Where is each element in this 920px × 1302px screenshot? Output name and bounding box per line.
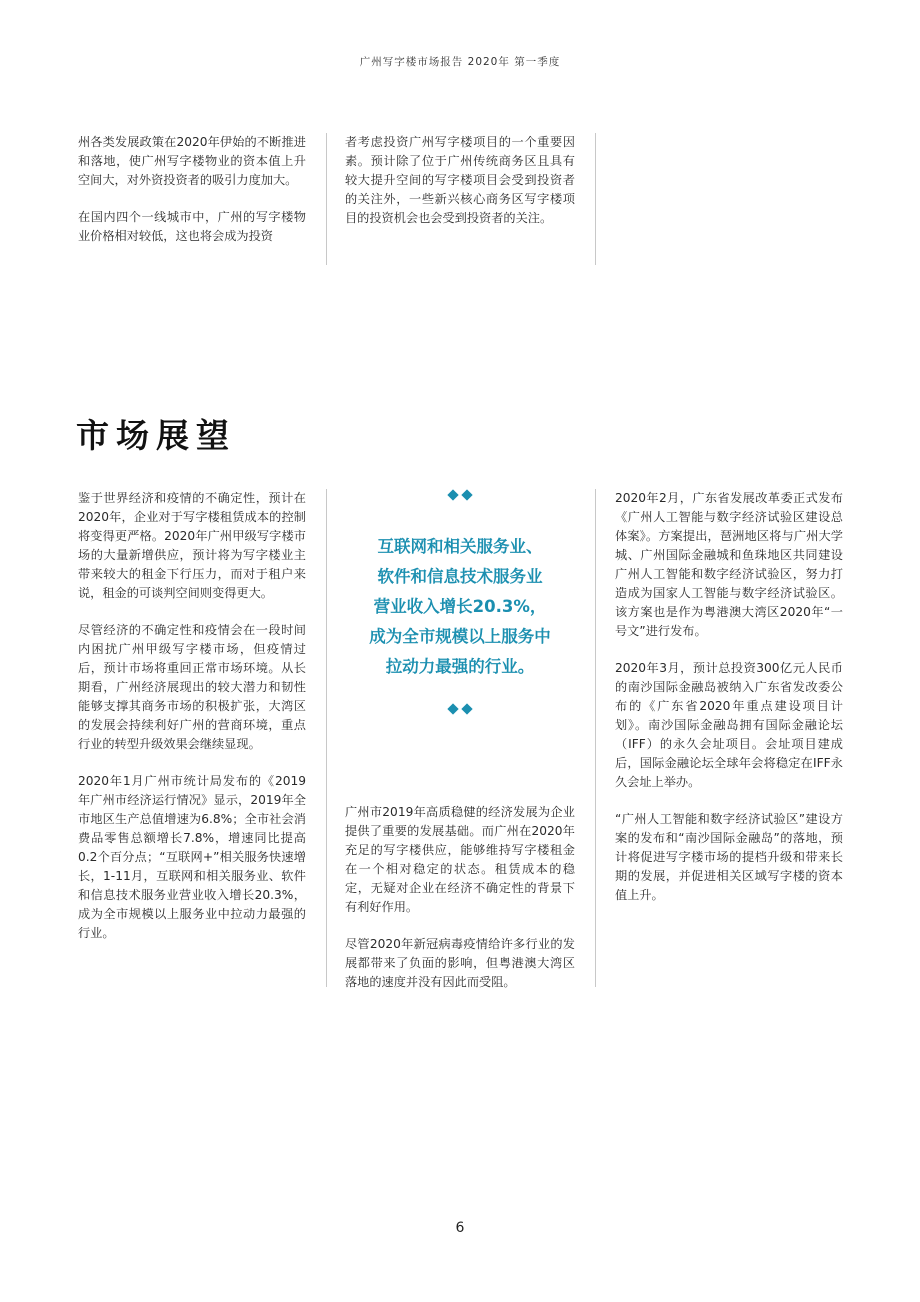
page-number: 6 — [455, 1220, 465, 1236]
column-divider — [595, 133, 596, 265]
paragraph: 尽管经济的不确定性和疫情会在一段时间内困扰广州甲级写字楼市场，但疫情过后，预计市场将重回正常市场环境。从长期看，广州经济展现出的较大潜力和韧性能够支撑其商务市场的积极扩张，大湾区的发展会持续利好广州的营商环境，重点行业的转型升级效果会继续显现。 — [78, 623, 306, 751]
quote-line: 互联网和相关服务业、 — [377, 537, 543, 556]
main-column-1 — [78, 489, 306, 961]
main-column-3 — [615, 489, 843, 923]
paragraph: 2020年3月，预计总投资300亿元人民币的南沙国际金融岛被纳入广东省发改委公布的《广东省2020年重点建设项目计划》。南沙国际金融岛拥有国际金融论坛（IFF）的永久会址项目。会址项目建成后，国际金融论坛全球年会将稳定在IFF永久会址上举办。 — [615, 661, 843, 789]
section-title: 市场展望 — [76, 416, 236, 455]
paragraph: 广州市2019年高质稳健的经济发展为企业提供了重要的发展基础。而广州在2020年充足的写字楼供应，能够维持写字楼租金在一个相对稳定的状态。租赁成本的稳定，无疑对企业在经济不确定性的背景下有利好作用。 — [345, 805, 575, 914]
quote-line: 营业收入增长20.3%， — [373, 597, 547, 616]
main-column-2 — [345, 803, 575, 1010]
paragraph: “广州人工智能和数字经济试验区”建设方案的发布和“南沙国际金融岛”的落地，预计将促进写字楼市场的提档升级和带来长期的发展，并促进相关区域写字楼的资本值上升。 — [615, 812, 843, 902]
top-column-2 — [345, 133, 575, 246]
column-divider — [326, 133, 327, 265]
diamond-ornament-icon — [430, 702, 490, 716]
top-column-1 — [78, 133, 306, 264]
column-divider — [326, 489, 327, 987]
quote-line: 软件和信息技术服务业 — [377, 567, 543, 586]
quote-line: 成为全市规模以上服务中 — [369, 627, 551, 646]
paragraph: 州各类发展政策在2020年伊始的不断推进和落地，使广州写字楼物业的资本值上升空间大，对外资投资者的吸引力度加大。 — [78, 135, 306, 187]
paragraph: 2020年1月广州市统计局发布的《2019年广州市经济运行情况》显示，2019年全市地区生产总值增速为6.8%；全市社会消费品零售总额增长7.8%，增速同比提高0.2个百分点；“互联网+”相关服务快速增长，1-11月，互联网和相关服务业、软件和信息技术服务业营业收入增长20.3%，成为全市规模以上服务业中拉动力最强的行业。 — [78, 774, 306, 940]
paragraph: 在国内四个一线城市中，广州的写字楼物业价格相对较低，这也将会成为投资 — [78, 210, 306, 243]
paragraph: 鉴于世界经济和疫情的不确定性，预计在2020年，企业对于写字楼租赁成本的控制将变得更严格。2020年广州甲级写字楼市场的大量新增供应，预计将为写字楼业主带来较大的租金下行压力，而对于租户来说，租金的可谈判空间则变得更大。 — [78, 491, 306, 600]
paragraph: 2020年2月，广东省发展改革委正式发布《广州人工智能与数字经济试验区建设总体案》。方案提出，琶洲地区将与广州大学城、广州国际金融城和鱼珠地区共同建设广州人工智能和数字经济试验区，努力打造成为国家人工智能与数字经济试验区。该方案也是作为粤港澳大湾区2020年“一号文”进行发布。 — [615, 491, 843, 638]
column-divider — [595, 489, 596, 987]
report-header: 广州写字楼市场报告 2020年 第一季度 — [359, 56, 561, 68]
paragraph: 者考虑投资广州写字楼项目的一个重要因素。预计除了位于广州传统商务区且具有较大提升空间的写字楼项目会受到投资者的关注外，一些新兴核心商务区写字楼项目的投资机会也会受到投资者的关注。 — [345, 135, 575, 225]
paragraph: 尽管2020年新冠病毒疫情给许多行业的发展都带来了负面的影响，但粤港澳大湾区落地的速度并没有因此而受阻。 — [345, 937, 575, 989]
highlight-quote — [340, 532, 580, 682]
quote-line: 拉动力最强的行业。 — [385, 657, 535, 676]
diamond-ornament-icon — [430, 488, 490, 502]
